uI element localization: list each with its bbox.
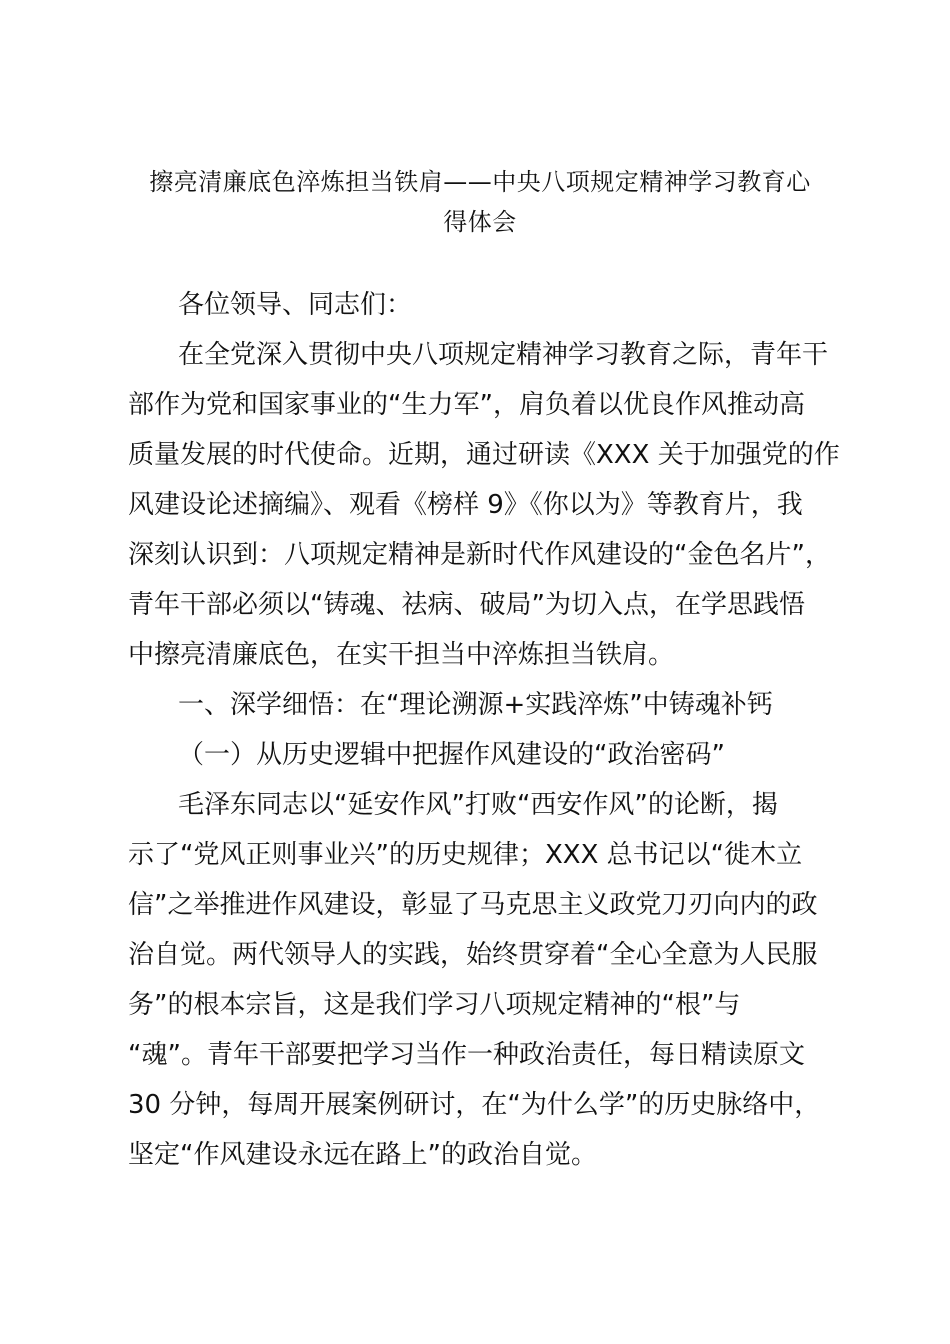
title-line-1: 擦亮清廉底色淬炼担当铁肩——中央八项规定精神学习教育心 [149, 168, 811, 196]
paragraph-line: “魂”。青年干部要把学习当作一种政治责任，每日精读原文 [128, 1040, 805, 1070]
paragraph-line: 示了“党风正则事业兴”的历史规律；XXX 总书记以“徙木立 [128, 840, 803, 870]
subsection-heading: （一）从历史逻辑中把握作风建设的“政治密码” [178, 740, 725, 770]
paragraph-line: 青年干部必须以“铸魂、祛病、破局”为切入点，在学思践悟 [128, 590, 805, 620]
paragraph-line: 深刻认识到：八项规定精神是新时代作风建设的“金色名片”， [128, 540, 831, 570]
paragraph-line: 部作为党和国家事业的“生力军”，肩负着以优良作风推动高 [128, 390, 805, 420]
paragraph-line: 务”的根本宗旨，这是我们学习八项规定精神的“根”与 [128, 990, 741, 1020]
paragraph-line: 30 分钟，每周开展案例研讨，在“为什么学”的历史脉络中， [128, 1090, 821, 1120]
title-line-2: 得体会 [443, 208, 517, 236]
paragraph-line: 在全党深入贯彻中央八项规定精神学习教育之际，青年干 [178, 340, 829, 370]
paragraph-line: 风建设论述摘编》、观看《榜样 9》《你以为》等教育片，我 [128, 490, 803, 520]
paragraph-line: 质量发展的时代使命。近期，通过研读《XXX 关于加强党的作 [128, 440, 840, 470]
document-title [110, 162, 850, 242]
paragraph-line: 坚定“作风建设永远在路上”的政治自觉。 [128, 1140, 597, 1170]
section-heading: 一、深学细悟：在“理论溯源+实践淬炼”中铸魂补钙 [178, 690, 773, 720]
paragraph-line: 毛泽东同志以“延安作风”打败“西安作风”的论断，揭 [178, 790, 778, 820]
paragraph-line: 信”之举推进作风建设，彰显了马克思主义政党刀刃向内的政 [128, 890, 818, 920]
paragraph-line: 治自觉。两代领导人的实践，始终贯穿着“全心全意为人民服 [128, 940, 818, 970]
paragraph-line: 中擦亮清廉底色，在实干担当中淬炼担当铁肩。 [128, 640, 675, 670]
salutation: 各位领导、同志们： [178, 290, 413, 320]
